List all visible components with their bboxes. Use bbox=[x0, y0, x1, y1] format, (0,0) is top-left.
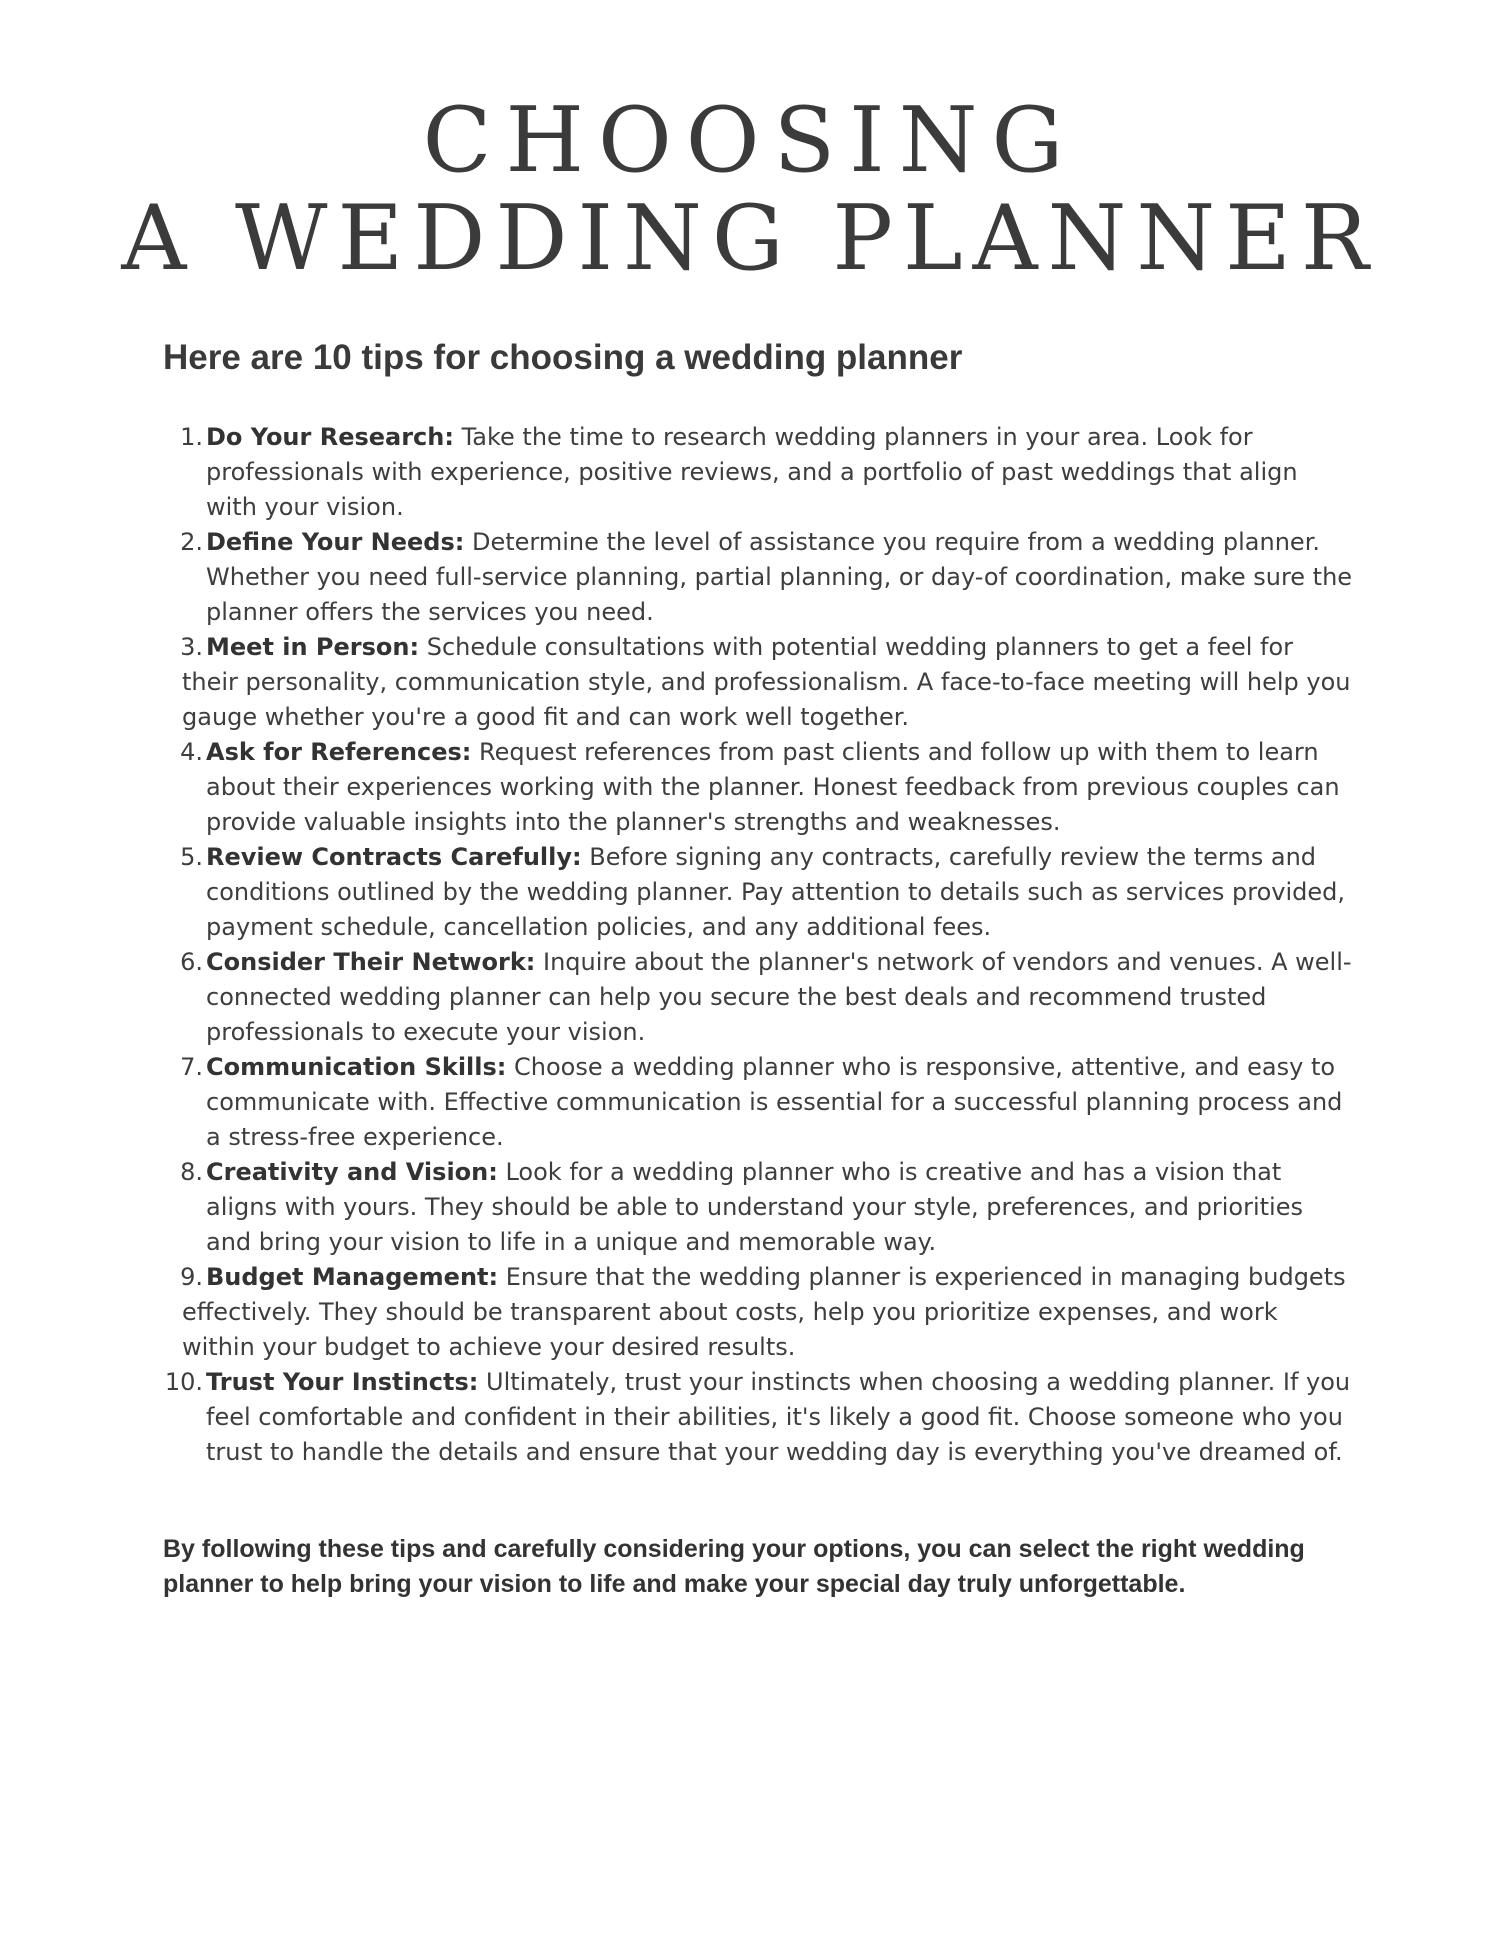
tip-text: Look for a wedding planner who is creative and has a vision that aligns with yours. They should be able to understand your style, preferences, and priorities and bring your vision to life in a unique and memorable way. bbox=[206, 1158, 1303, 1256]
tip-item bbox=[163, 1260, 1353, 1365]
tip-item bbox=[163, 420, 1353, 525]
tip-text: Request references from past clients and follow up with them to learn about their experiences working with the planner. Honest feedback from previous couples can provide valuable insights into the planner's strengths and weaknesses. bbox=[206, 738, 1340, 836]
tip-number: 4. bbox=[180, 738, 203, 766]
tip-title: Review Contracts Carefully: bbox=[206, 843, 582, 871]
tip-title: Consider Their Network: bbox=[206, 948, 536, 976]
tip-number: 7. bbox=[180, 1053, 203, 1081]
tip-item bbox=[163, 735, 1353, 840]
tip-item bbox=[163, 525, 1353, 630]
tip-title: Ask for References: bbox=[206, 738, 472, 766]
tip-number: 2. bbox=[180, 528, 203, 556]
section-heading: Here are 10 tips for choosing a wedding planner bbox=[163, 338, 963, 377]
tip-text: Ultimately, trust your instincts when choosing a wedding planner. If you feel comfortable and confident in their abilities, it's likely a good fit. Choose someone who you trust to handle the details and ensure that your wedding day is everything you've dreamed of. bbox=[206, 1368, 1351, 1466]
tip-title: Do Your Research: bbox=[206, 423, 454, 451]
tip-text: Choose a wedding planner who is responsive, attentive, and easy to communicate with. Effective communication is essential for a successful planning process and a stress-free experience. bbox=[206, 1053, 1343, 1151]
page-title-line-1: CHOOSING bbox=[422, 88, 1078, 193]
tip-text: Inquire about the planner's network of vendors and venues. A well-connected wedding planner can help you secure the best deals and recommend trusted professionals to execute your vision. bbox=[206, 948, 1352, 1046]
tip-title: Communication Skills: bbox=[206, 1053, 507, 1081]
tip-item bbox=[163, 840, 1353, 945]
conclusion-paragraph: By following these tips and carefully considering your options, you can select the right wedding planner to help bring your vision to life and make your special day truly unforgettable. bbox=[163, 1535, 1305, 1598]
tip-title: Budget Management: bbox=[206, 1263, 499, 1291]
tip-item bbox=[163, 1155, 1353, 1260]
tip-item bbox=[163, 630, 1353, 735]
tips-list bbox=[163, 420, 1353, 1470]
tip-number: 5. bbox=[180, 843, 203, 871]
tip-number: 9. bbox=[180, 1263, 203, 1291]
tip-title: Trust Your Instincts: bbox=[206, 1368, 479, 1396]
tip-title: Meet in Person: bbox=[206, 633, 420, 661]
tip-text: Determine the level of assistance you require from a wedding planner. Whether you need full-service planning, partial planning, or day-of coordination, make sure the planner offers the services you need. bbox=[206, 528, 1353, 626]
tip-text: Before signing any contracts, carefully review the terms and conditions outlined by the wedding planner. Pay attention to details such as services provided, payment schedule, cancellation policies, and any additional fees. bbox=[206, 843, 1346, 941]
tip-item bbox=[163, 1365, 1353, 1470]
tip-number: 1. bbox=[180, 423, 203, 451]
tip-text: Ensure that the wedding planner is experienced in managing budgets effectively. They should be transparent about costs, help you prioritize expenses, and work within your budget to achieve your desired results. bbox=[182, 1263, 1346, 1361]
tip-title: Creativity and Vision: bbox=[206, 1158, 498, 1186]
tip-title: Define Your Needs: bbox=[206, 528, 465, 556]
tip-text: Schedule consultations with potential wedding planners to get a feel for their personality, communication style, and professionalism. A face-to-face meeting will help you gauge whether you're a good fit and can work well together. bbox=[182, 633, 1351, 731]
tip-number: 10. bbox=[164, 1368, 203, 1396]
tip-number: 6. bbox=[180, 948, 203, 976]
tip-text: Take the time to research wedding planners in your area. Look for professionals with experience, positive reviews, and a portfolio of past weddings that align with your vision. bbox=[206, 423, 1298, 521]
tip-item bbox=[163, 945, 1353, 1050]
page-title bbox=[0, 88, 1500, 291]
tip-number: 3. bbox=[180, 633, 203, 661]
tip-item bbox=[163, 1050, 1353, 1155]
tip-number: 8. bbox=[180, 1158, 203, 1186]
page-title-line-2: A WEDDING PLANNER bbox=[121, 186, 1379, 291]
